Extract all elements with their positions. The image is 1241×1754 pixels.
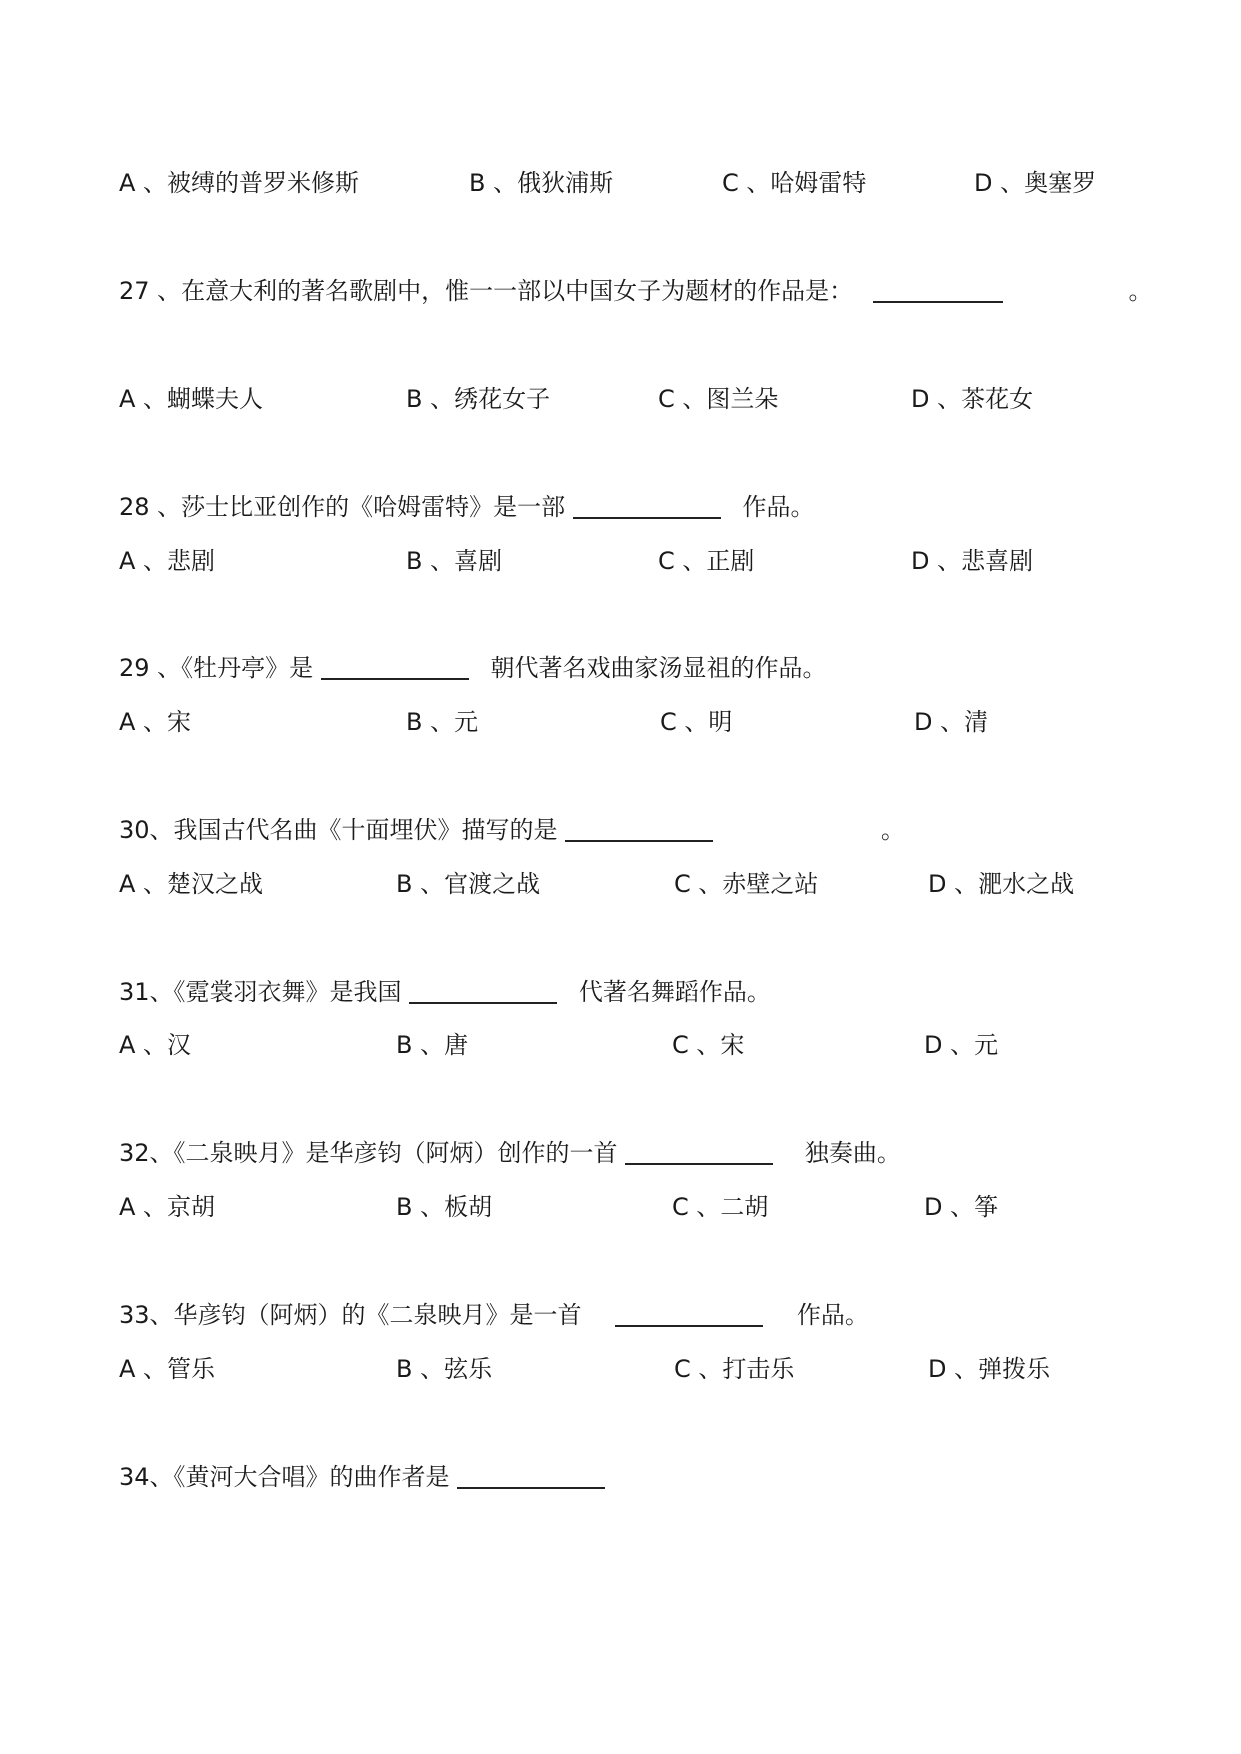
q27-option-b: B 、绣花女子 xyxy=(406,385,551,413)
question-30-text: 30、我国古代名曲《十面埋伏》描写的是 xyxy=(119,816,558,844)
question-28-text: 28 、莎士比亚创作的《哈姆雷特》是一部 xyxy=(119,493,566,521)
q32-option-c: C 、二胡 xyxy=(672,1193,769,1221)
q28-option-c: C 、正剧 xyxy=(658,547,755,575)
question-29-text: 29 、《牡丹亭》是 xyxy=(119,654,314,682)
question-29 xyxy=(119,653,826,683)
q29-option-a: A 、宋 xyxy=(119,708,192,736)
question-27-suffix: 。 xyxy=(1128,277,1153,305)
answer-blank xyxy=(625,1139,773,1165)
answer-blank xyxy=(321,654,469,680)
q31-option-d: D 、元 xyxy=(924,1031,999,1059)
question-30 xyxy=(119,815,905,845)
q33-option-c: C 、打击乐 xyxy=(674,1355,795,1383)
question-33 xyxy=(119,1300,869,1330)
q28-option-a: A 、悲剧 xyxy=(119,547,216,575)
answer-blank xyxy=(573,493,721,519)
question-28 xyxy=(119,492,814,522)
question-32-text: 32、《二泉映月》是华彦钧（阿炳）创作的一首 xyxy=(119,1139,618,1167)
question-29-suffix: 朝代著名戏曲家汤显祖的作品。 xyxy=(490,654,827,682)
q29-option-b: B 、元 xyxy=(406,708,479,736)
answer-blank xyxy=(873,277,1003,303)
q33-option-b: B 、弦乐 xyxy=(396,1355,493,1383)
question-27 xyxy=(119,276,1152,306)
question-33-suffix: 作品。 xyxy=(796,1301,869,1329)
q28-option-b: B 、喜剧 xyxy=(406,547,503,575)
question-32 xyxy=(119,1138,901,1168)
q26-option-b: B 、俄狄浦斯 xyxy=(469,169,614,197)
q29-option-c: C 、明 xyxy=(660,708,733,736)
q26-option-c: C 、哈姆雷特 xyxy=(722,169,867,197)
q31-option-c: C 、宋 xyxy=(672,1031,745,1059)
question-34 xyxy=(119,1462,605,1492)
answer-blank xyxy=(409,978,557,1004)
question-33-text: 33、华彦钧（阿炳）的《二泉映月》是一首 xyxy=(119,1301,582,1329)
q31-option-a: A 、汉 xyxy=(119,1031,192,1059)
question-28-suffix: 作品。 xyxy=(742,493,815,521)
q30-option-a: A 、楚汉之战 xyxy=(119,870,264,898)
q28-option-d: D 、悲喜剧 xyxy=(911,547,1034,575)
q27-option-d: D 、茶花女 xyxy=(911,385,1034,413)
question-27-text: 27 、在意大利的著名歌剧中，惟一一部以中国女子为题材的作品是： xyxy=(119,277,854,305)
q26-option-a: A 、被缚的普罗米修斯 xyxy=(119,169,360,197)
q30-option-c: C 、赤壁之站 xyxy=(674,870,819,898)
q30-option-b: B 、官渡之战 xyxy=(396,870,541,898)
q33-option-a: A 、管乐 xyxy=(119,1355,216,1383)
question-31-text: 31、《霓裳羽衣舞》是我国 xyxy=(119,978,402,1006)
q33-option-d: D 、弹拨乐 xyxy=(928,1355,1051,1383)
answer-blank xyxy=(457,1463,605,1489)
q27-option-a: A 、蝴蝶夫人 xyxy=(119,385,264,413)
q32-option-b: B 、板胡 xyxy=(396,1193,493,1221)
q31-option-b: B 、唐 xyxy=(396,1031,469,1059)
q29-option-d: D 、清 xyxy=(914,708,989,736)
question-34-text: 34、《黄河大合唱》的曲作者是 xyxy=(119,1463,450,1491)
q26-option-d: D 、奥塞罗 xyxy=(974,169,1097,197)
q30-option-d: D 、淝水之战 xyxy=(928,870,1075,898)
q32-option-a: A 、京胡 xyxy=(119,1193,216,1221)
q32-option-d: D 、筝 xyxy=(924,1193,999,1221)
question-31-suffix: 代著名舞蹈作品。 xyxy=(578,978,771,1006)
question-31 xyxy=(119,977,771,1007)
answer-blank xyxy=(615,1301,763,1327)
question-32-suffix: 独奏曲。 xyxy=(804,1139,901,1167)
question-30-suffix: 。 xyxy=(880,816,905,844)
answer-blank xyxy=(565,816,713,842)
q27-option-c: C 、图兰朵 xyxy=(658,385,779,413)
